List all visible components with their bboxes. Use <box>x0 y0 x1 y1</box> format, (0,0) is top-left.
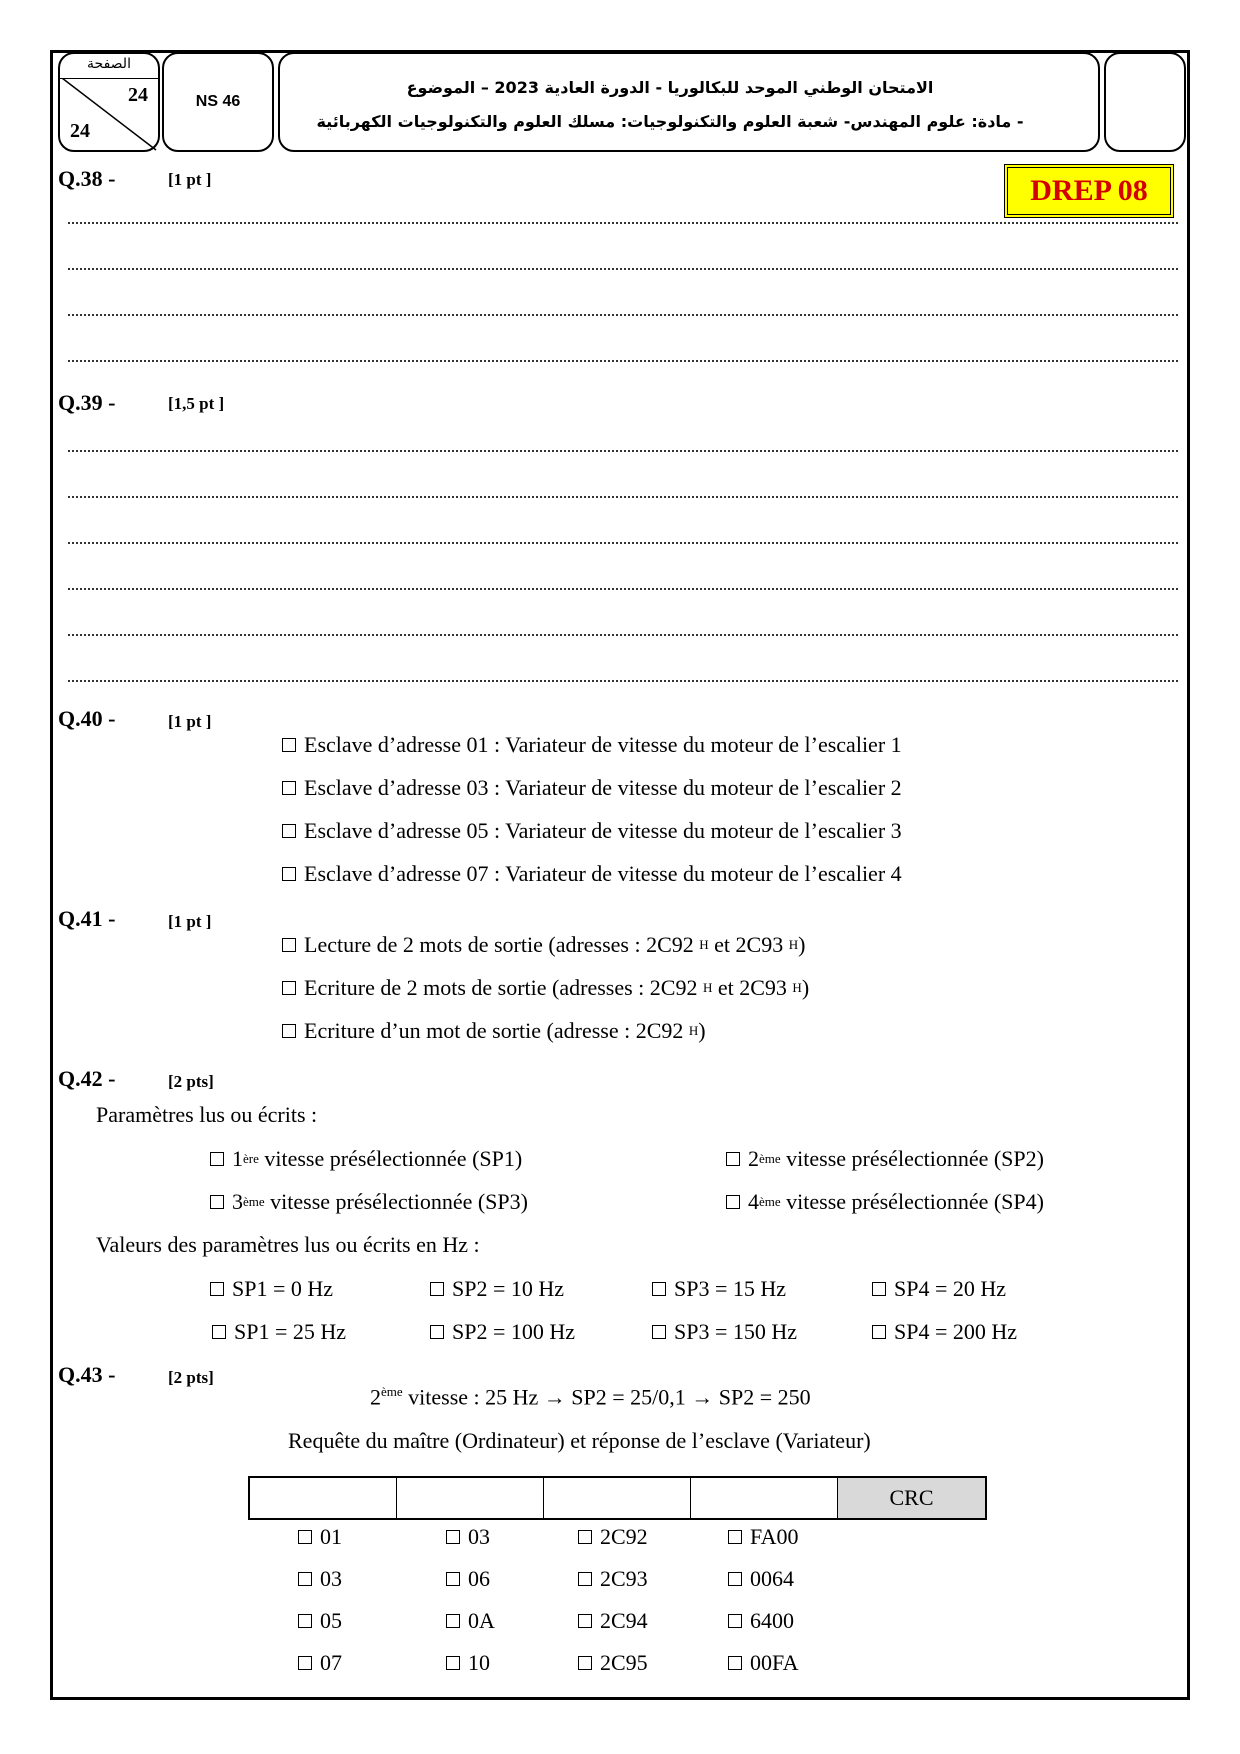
q38-answer-line[interactable] <box>68 314 1178 316</box>
q38-answer-line[interactable] <box>68 222 1178 224</box>
q42-value-option[interactable]: SP4 = 200 Hz <box>872 1319 1017 1345</box>
frame-table <box>248 1476 987 1520</box>
q39-label: Q.39 - <box>58 390 116 415</box>
q38-label: Q.38 - <box>58 166 116 191</box>
q43-request-title: Requête du maître (Ordinateur) et réponse de l’esclave (Variateur) <box>288 1428 871 1453</box>
checkbox[interactable] <box>578 1572 592 1586</box>
q38-answer-line[interactable] <box>68 268 1178 270</box>
q42-points: [2 pts] <box>168 1072 214 1091</box>
checkbox[interactable] <box>872 1282 886 1296</box>
q43-option[interactable]: FA00 <box>728 1524 799 1550</box>
page-label: الصفحة <box>87 56 131 72</box>
page-number-box <box>58 52 160 152</box>
checkbox[interactable] <box>298 1572 312 1586</box>
q43-option[interactable]: 03 <box>446 1524 490 1550</box>
q41-label: Q.41 - <box>58 906 116 931</box>
q39-answer-line[interactable] <box>68 542 1178 544</box>
checkbox[interactable] <box>726 1152 740 1166</box>
q42-param-option[interactable]: 4 ème vitesse présélectionnée (SP4) <box>726 1189 1044 1215</box>
q43-option[interactable]: 06 <box>446 1566 490 1592</box>
frame-field-cell[interactable] <box>691 1478 838 1518</box>
exam-subject: - مادة: علوم المهندس- شعبة العلوم والتكنولوجيات: مسلك العلوم والتكنولوجيات الكهربائية <box>316 112 1024 131</box>
q43-option[interactable]: 03 <box>298 1566 342 1592</box>
exam-code-box <box>162 52 274 152</box>
checkbox[interactable] <box>298 1614 312 1628</box>
q39-answer-line[interactable] <box>68 450 1178 452</box>
exam-title-box <box>278 52 1100 152</box>
q42-param-option[interactable]: 3 ème vitesse présélectionnée (SP3) <box>210 1189 528 1215</box>
q42-label: Q.42 - <box>58 1066 116 1091</box>
q42-value-option[interactable]: SP1 = 25 Hz <box>212 1319 346 1345</box>
checkbox[interactable] <box>210 1282 224 1296</box>
q42-value-option[interactable]: SP3 = 15 Hz <box>652 1276 786 1302</box>
frame-field-cell[interactable] <box>544 1478 691 1518</box>
q43-option[interactable]: 0064 <box>728 1566 794 1592</box>
q38-points: [1 pt ] <box>168 170 212 189</box>
checkbox[interactable] <box>728 1656 742 1670</box>
q38-answer-line[interactable] <box>68 360 1178 362</box>
q40-label: Q.40 - <box>58 706 116 731</box>
q39-answer-line[interactable] <box>68 634 1178 636</box>
q40-option[interactable]: Esclave d’adresse 07 : Variateur de vitesse du moteur de l’escalier 4 <box>282 861 902 887</box>
checkbox[interactable] <box>728 1530 742 1544</box>
q40-option[interactable]: Esclave d’adresse 01 : Variateur de vitesse du moteur de l’escalier 1 <box>282 732 902 758</box>
q40-option[interactable]: Esclave d’adresse 03 : Variateur de vitesse du moteur de l’escalier 2 <box>282 775 902 801</box>
checkbox[interactable] <box>578 1656 592 1670</box>
q43-option[interactable]: 2C95 <box>578 1650 648 1676</box>
checkbox[interactable] <box>282 981 296 995</box>
checkbox[interactable] <box>210 1152 224 1166</box>
q43-calculation: 2ème vitesse : 25 Hz → SP2 = 25/0,1 → SP2 = 250 <box>370 1384 811 1410</box>
q41-option[interactable]: Ecriture de 2 mots de sortie (adresses : 2C92 H et 2C93 H ) <box>282 975 809 1001</box>
checkbox[interactable] <box>728 1614 742 1628</box>
checkbox[interactable] <box>446 1572 460 1586</box>
exam-code: NS 46 <box>195 93 241 110</box>
checkbox[interactable] <box>282 1024 296 1038</box>
checkbox[interactable] <box>282 824 296 838</box>
checkbox[interactable] <box>446 1656 460 1670</box>
checkbox[interactable] <box>430 1325 444 1339</box>
q43-option[interactable]: 10 <box>446 1650 490 1676</box>
q42-value-option[interactable]: SP3 = 150 Hz <box>652 1319 797 1345</box>
drep-label: DREP 08 <box>1004 164 1174 218</box>
q43-option[interactable]: 0A <box>446 1608 495 1634</box>
q43-option[interactable]: 2C92 <box>578 1524 648 1550</box>
checkbox[interactable] <box>578 1530 592 1544</box>
checkbox[interactable] <box>282 938 296 952</box>
checkbox[interactable] <box>210 1195 224 1209</box>
q41-option[interactable]: Lecture de 2 mots de sortie (adresses : 2C92 H et 2C93 H ) <box>282 932 805 958</box>
checkbox[interactable] <box>430 1282 444 1296</box>
q40-points: [1 pt ] <box>168 712 212 731</box>
checkbox[interactable] <box>282 781 296 795</box>
q43-option[interactable]: 2C94 <box>578 1608 648 1634</box>
q41-points: [1 pt ] <box>168 912 212 931</box>
q39-points: [1,5 pt ] <box>168 394 225 413</box>
page-current: 24 <box>128 84 148 106</box>
q43-option[interactable]: 00FA <box>728 1650 799 1676</box>
q43-option[interactable]: 2C93 <box>578 1566 648 1592</box>
checkbox[interactable] <box>652 1325 666 1339</box>
q43-points: [2 pts] <box>168 1368 214 1387</box>
q42-value-option[interactable]: SP1 = 0 Hz <box>210 1276 333 1302</box>
header-blank-box <box>1104 52 1186 152</box>
q43-option[interactable]: 01 <box>298 1524 342 1550</box>
q41-option[interactable]: Ecriture d’un mot de sortie (adresse : 2C92 H ) <box>282 1018 706 1044</box>
q42-param-option[interactable]: 1 ère vitesse présélectionnée (SP1) <box>210 1146 522 1172</box>
checkbox[interactable] <box>652 1282 666 1296</box>
q39-answer-line[interactable] <box>68 680 1178 682</box>
checkbox[interactable] <box>282 738 296 752</box>
q39-answer-line[interactable] <box>68 588 1178 590</box>
checkbox[interactable] <box>446 1614 460 1628</box>
frame-field-cell[interactable] <box>397 1478 544 1518</box>
q43-option[interactable]: 07 <box>298 1650 342 1676</box>
checkbox[interactable] <box>212 1325 226 1339</box>
q43-option[interactable]: 6400 <box>728 1608 794 1634</box>
q42-value-option[interactable]: SP2 = 100 Hz <box>430 1319 575 1345</box>
page-total: 24 <box>70 120 90 142</box>
checkbox[interactable] <box>298 1530 312 1544</box>
q40-option[interactable]: Esclave d’adresse 05 : Variateur de vitesse du moteur de l’escalier 3 <box>282 818 902 844</box>
q39-answer-line[interactable] <box>68 496 1178 498</box>
q42-values-title: Valeurs des paramètres lus ou écrits en Hz : <box>96 1232 480 1257</box>
q43-label: Q.43 - <box>58 1362 116 1387</box>
checkbox[interactable] <box>446 1530 460 1544</box>
checkbox[interactable] <box>578 1614 592 1628</box>
checkbox[interactable] <box>872 1325 886 1339</box>
q42-value-option[interactable]: SP2 = 10 Hz <box>430 1276 564 1302</box>
frame-field-cell[interactable] <box>250 1478 397 1518</box>
checkbox[interactable] <box>282 867 296 881</box>
checkbox[interactable] <box>726 1195 740 1209</box>
q43-option[interactable]: 05 <box>298 1608 342 1634</box>
q42-params-title: Paramètres lus ou écrits : <box>96 1102 318 1127</box>
checkbox[interactable] <box>298 1656 312 1670</box>
crc-cell: CRC <box>838 1478 985 1518</box>
exam-title: الامتحان الوطني الموحد للبكالوريا - الدورة العادية 2023 – الموضوع <box>406 78 934 97</box>
q42-value-option[interactable]: SP4 = 20 Hz <box>872 1276 1006 1302</box>
q42-param-option[interactable]: 2 ème vitesse présélectionnée (SP2) <box>726 1146 1044 1172</box>
checkbox[interactable] <box>728 1572 742 1586</box>
